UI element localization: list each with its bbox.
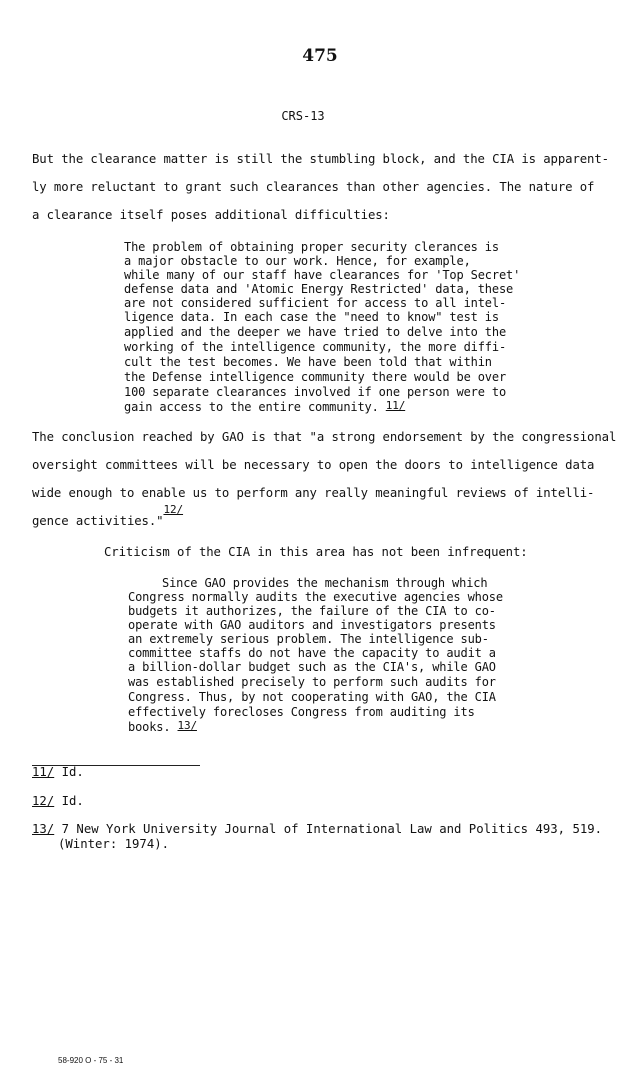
footnote [32, 822, 602, 836]
quote-line: committee staffs do not have the capacity to audit a [128, 646, 496, 660]
quote-line: effectively forecloses Congress from auditing its [128, 705, 475, 719]
body-line: wide enough to enable us to perform any really meaningful reviews of intelli- [32, 486, 595, 500]
footnote-ref: 11/ [385, 399, 406, 412]
quote-line: a major obstacle to our work. Hence, for example, [124, 254, 471, 268]
quote-line-text: gain access to the entire community. [124, 400, 379, 414]
body-line: Criticism of the CIA in this area has not been infrequent: [104, 545, 528, 559]
footnote [32, 794, 84, 808]
quote-line: while many of our staff have clearances for 'Top Secret' [124, 268, 521, 282]
quote-line: an extremely serious problem. The intelligence sub- [128, 632, 489, 646]
body-line-text: gence activities." [32, 514, 164, 528]
body-line: But the clearance matter is still the stumbling block, and the CIA is apparent- [32, 152, 609, 166]
footnote-ref: 12/ [163, 503, 184, 516]
quote-line: Since GAO provides the mechanism through which [162, 576, 488, 590]
document-code: CRS-13 [281, 109, 325, 123]
footnote-mark: 13/ [32, 822, 55, 836]
body-line: a clearance itself poses additional difficulties: [32, 208, 390, 222]
quote-line: operate with GAO auditors and investigators presents [128, 618, 496, 632]
footnote-ref: 13/ [177, 719, 197, 732]
quote-line: ligence data. In each case the "need to know" test is [124, 310, 499, 324]
quote-line: working of the intelligence community, the more diffi- [124, 340, 507, 354]
footnote [32, 765, 84, 779]
page-number: 475 [302, 46, 338, 66]
quote-line: 100 separate clearances involved if one person were to [124, 385, 507, 399]
print-footer: 58-920 O - 75 - 31 [58, 1056, 124, 1065]
quote-line: defense data and 'Atomic Energy Restricted' data, these [124, 282, 514, 296]
quote-line: the Defense intelligence community there would be over [124, 370, 507, 384]
footnote-mark: 11/ [32, 765, 55, 779]
quote-line: cult the test becomes. We have been told that within [124, 355, 492, 369]
body-line: The conclusion reached by GAO is that "a strong endorsement by the congressional [32, 430, 617, 444]
quote-line: budgets it authorizes, the failure of the CIA to co- [128, 604, 496, 618]
body-line [32, 503, 184, 528]
quote-line: Congress normally audits the executive agencies whose [128, 590, 503, 604]
footnote-text: Id. [61, 765, 84, 779]
footnote-mark: 12/ [32, 794, 55, 808]
quote-line: was established precisely to perform such audits for [128, 675, 496, 689]
quote-line [124, 400, 405, 414]
quote-line: applied and the deeper we have tried to delve into the [124, 325, 507, 339]
quote-line: Congress. Thus, by not cooperating with GAO, the CIA [128, 690, 496, 704]
footnote-continuation: (Winter: 1974). [58, 837, 170, 851]
quote-line [128, 720, 197, 734]
body-line: ly more reluctant to grant such clearances than other agencies. The nature of [32, 180, 595, 194]
body-line: oversight committees will be necessary to open the doors to intelligence data [32, 458, 595, 472]
quote-line: The problem of obtaining proper security clerances is [124, 240, 499, 254]
footnote-text: Id. [61, 794, 84, 808]
quote-line: a billion-dollar budget such as the CIA's, while GAO [128, 660, 496, 674]
quote-line-text: books. [128, 720, 171, 734]
footnote-text: 7 New York University Journal of International Law and Politics 493, 519. [61, 822, 603, 836]
quote-line: are not considered sufficient for access to all intel- [124, 296, 507, 310]
